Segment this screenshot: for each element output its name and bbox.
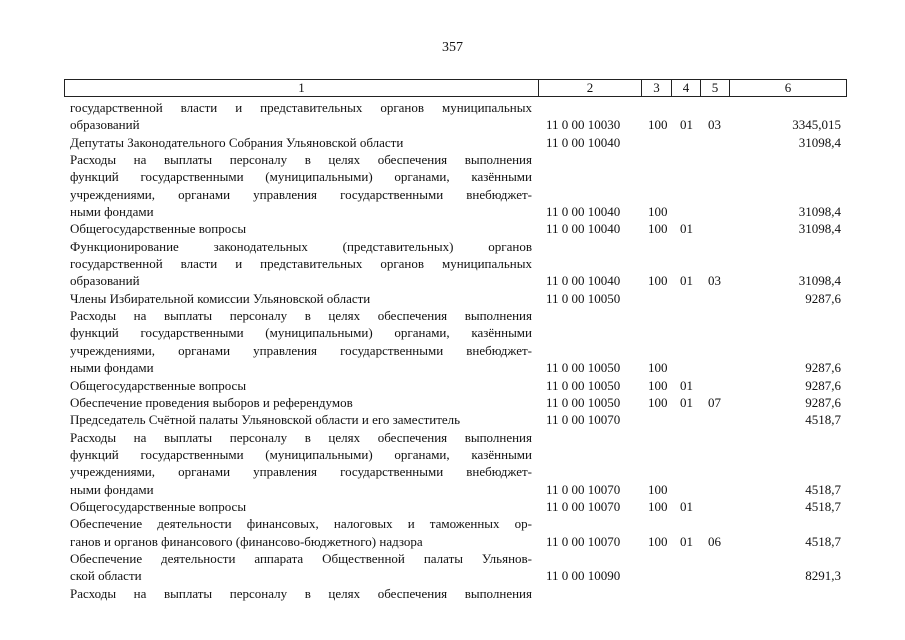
row-amount: 9287,6 [805, 394, 841, 410]
row-description: Общегосударственные вопросы [70, 377, 247, 393]
row-col-4: 01 [680, 533, 693, 549]
row-code: 11 0 00 10090 [546, 568, 621, 584]
row-amount: 3345,015 [792, 117, 841, 133]
table-row [0, 220, 905, 237]
row-col-4: 01 [680, 117, 693, 133]
row-col-4: 01 [680, 498, 693, 514]
row-col-3: 100 [648, 117, 668, 133]
row-code: 11 0 00 10070 [546, 481, 621, 497]
row-col-4: 01 [680, 273, 693, 289]
row-description: Расходы на выплаты персоналу в целях обеспечения выполнения [70, 152, 532, 168]
header-col-5: 5 [701, 80, 730, 96]
table-row [0, 498, 905, 515]
row-amount: 31098,4 [798, 204, 841, 220]
row-description: учреждениями, органами управления государственными внебюджет- [70, 342, 532, 358]
table-row [0, 238, 905, 255]
row-code: 11 0 00 10050 [546, 360, 621, 376]
table-row [0, 359, 905, 376]
row-description: учреждениями, органами управления государственными внебюджет- [70, 464, 532, 480]
row-code: 11 0 00 10050 [546, 290, 621, 306]
row-code: 11 0 00 10040 [546, 134, 621, 150]
row-col-3: 100 [648, 498, 668, 514]
table-row [0, 550, 905, 567]
row-amount: 9287,6 [805, 377, 841, 393]
row-amount: 4518,7 [805, 412, 841, 428]
row-amount: 4518,7 [805, 498, 841, 514]
row-code: 11 0 00 10040 [546, 221, 621, 237]
row-col-3: 100 [648, 204, 668, 220]
row-description: Депутаты Законодательного Собрания Ульяновской области [70, 134, 404, 150]
row-col-3: 100 [648, 221, 668, 237]
row-description: Расходы на выплаты персоналу в целях обеспечения выполнения [70, 429, 532, 445]
row-col-5: 03 [708, 273, 721, 289]
row-col-5: 06 [708, 533, 721, 549]
row-col-4: 01 [680, 394, 693, 410]
row-col-5: 07 [708, 394, 721, 410]
table-row [0, 134, 905, 151]
row-description: Расходы на выплаты персоналу в целях обеспечения выполнения [70, 308, 532, 324]
table-row [0, 307, 905, 324]
row-description: Общегосударственные вопросы [70, 498, 247, 514]
row-col-4: 01 [680, 221, 693, 237]
row-code: 11 0 00 10050 [546, 394, 621, 410]
row-amount: 9287,6 [805, 290, 841, 306]
table-row [0, 533, 905, 550]
table-row [0, 272, 905, 289]
row-description: Обеспечение деятельности аппарата Общественной палаты Ульянов- [70, 550, 532, 566]
row-code: 11 0 00 10070 [546, 533, 621, 549]
row-code: 11 0 00 10030 [546, 117, 621, 133]
table-row [0, 116, 905, 133]
table-row [0, 255, 905, 272]
row-code: 11 0 00 10040 [546, 204, 621, 220]
row-description: ской области [70, 568, 142, 584]
row-col-4: 01 [680, 377, 693, 393]
row-code: 11 0 00 10050 [546, 377, 621, 393]
table-header [64, 79, 847, 97]
table-row [0, 394, 905, 411]
row-description: учреждениями, органами управления государственными внебюджет- [70, 186, 532, 202]
table-row [0, 446, 905, 463]
table-row [0, 481, 905, 498]
row-description: Обеспечение деятельности финансовых, налоговых и таможенных ор- [70, 516, 532, 532]
row-description: ными фондами [70, 204, 154, 220]
table-row [0, 515, 905, 532]
table-row [0, 429, 905, 446]
row-description: государственной власти и представительных органов муниципальных [70, 256, 532, 272]
row-col-5: 03 [708, 117, 721, 133]
table-row [0, 290, 905, 307]
table-row [0, 585, 905, 602]
table-body [0, 99, 905, 602]
header-col-2: 2 [539, 80, 642, 96]
table-row [0, 186, 905, 203]
row-amount: 4518,7 [805, 533, 841, 549]
row-description: ными фондами [70, 481, 154, 497]
row-col-3: 100 [648, 481, 668, 497]
table-row [0, 324, 905, 341]
table-row [0, 411, 905, 428]
row-description: государственной власти и представительных органов муниципальных [70, 100, 532, 115]
row-col-3: 100 [648, 273, 668, 289]
row-description: Председатель Счётной палаты Ульяновской области и его заместитель [70, 412, 461, 428]
row-description: Расходы на выплаты персоналу в целях обеспечения выполнения [70, 585, 532, 601]
row-description: функций государственными (муниципальными) органами, казёнными [70, 446, 532, 462]
row-description: Общегосударственные вопросы [70, 221, 247, 237]
header-col-4: 4 [672, 80, 701, 96]
row-amount: 8291,3 [805, 568, 841, 584]
table-row [0, 99, 905, 116]
row-col-3: 100 [648, 394, 668, 410]
table-row [0, 463, 905, 480]
table-row [0, 168, 905, 185]
row-description: Обеспечение проведения выборов и референдумов [70, 394, 353, 410]
row-description: Члены Избирательной комиссии Ульяновской области [70, 290, 371, 306]
table-row [0, 203, 905, 220]
table-row [0, 151, 905, 168]
header-col-3: 3 [642, 80, 672, 96]
row-amount: 31098,4 [798, 221, 841, 237]
header-col-1: 1 [65, 80, 539, 96]
row-amount: 4518,7 [805, 481, 841, 497]
table-row [0, 377, 905, 394]
row-description: образований [70, 117, 140, 133]
table-row [0, 567, 905, 584]
row-description: функций государственными (муниципальными) органами, казёнными [70, 325, 532, 341]
row-code: 11 0 00 10040 [546, 273, 621, 289]
row-col-3: 100 [648, 377, 668, 393]
row-description: функций государственными (муниципальными) органами, казёнными [70, 169, 532, 185]
row-col-3: 100 [648, 533, 668, 549]
row-amount: 9287,6 [805, 360, 841, 376]
row-amount: 31098,4 [798, 273, 841, 289]
row-code: 11 0 00 10070 [546, 412, 621, 428]
header-col-6: 6 [784, 80, 792, 95]
row-amount: 31098,4 [798, 134, 841, 150]
row-code: 11 0 00 10070 [546, 498, 621, 514]
row-description: ганов и органов финансового (финансово-бюджетного) надзора [70, 533, 423, 549]
row-description: ными фондами [70, 360, 154, 376]
row-description: образований [70, 273, 140, 289]
page-number: 357 [442, 40, 463, 55]
row-description: Функционирование законодательных (представительных) органов [70, 238, 532, 254]
table-row [0, 342, 905, 359]
row-col-3: 100 [648, 360, 668, 376]
